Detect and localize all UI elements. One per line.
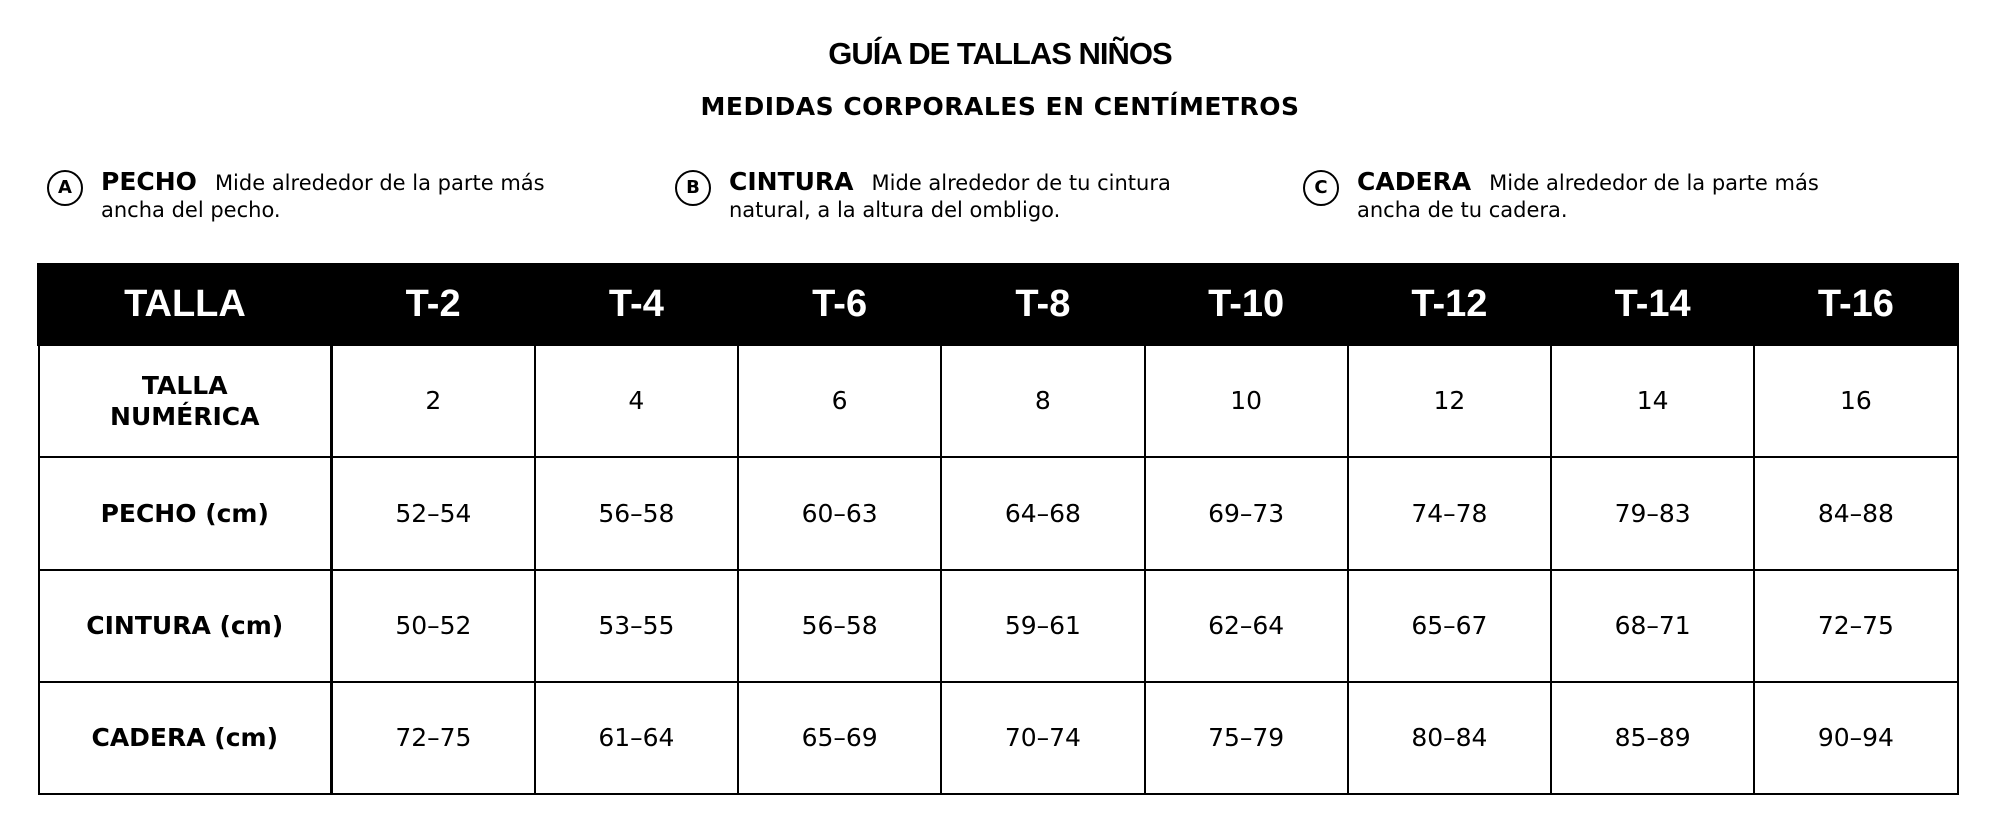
measure-description: Mide alrededor de la parte más ancha del pecho. (101, 171, 545, 222)
measure-chest (47, 168, 607, 224)
table-cell: 75–79 (1145, 682, 1348, 794)
table-cell: 53–55 (535, 570, 738, 682)
measure-waist (675, 168, 1235, 224)
table-cell: 60–63 (738, 457, 941, 570)
column-header: T-6 (738, 265, 941, 345)
table-cell: 6 (738, 345, 941, 457)
column-header: T-2 (332, 265, 535, 345)
table-cell: 14 (1551, 345, 1754, 457)
table-cell: 10 (1145, 345, 1348, 457)
table-cell: 70–74 (941, 682, 1144, 794)
table-cell: 84–88 (1754, 457, 1957, 570)
table-cell: 74–78 (1348, 457, 1551, 570)
column-header: T-14 (1551, 265, 1754, 345)
table-cell: 2 (332, 345, 535, 457)
table-row (39, 345, 1958, 457)
table-cell: 72–75 (1754, 570, 1957, 682)
table-cell: 56–58 (738, 570, 941, 682)
column-header: T-4 (535, 265, 738, 345)
table-row (39, 682, 1958, 794)
table-cell: 56–58 (535, 457, 738, 570)
table-cell: 80–84 (1348, 682, 1551, 794)
table-cell: 52–54 (332, 457, 535, 570)
table-cell: 68–71 (1551, 570, 1754, 682)
measure-description: Mide alrededor de tu cintura natural, a la altura del ombligo. (729, 171, 1171, 222)
column-header: T-16 (1754, 265, 1957, 345)
table-cell: 65–69 (738, 682, 941, 794)
table-cell: 65–67 (1348, 570, 1551, 682)
table-cell: 61–64 (535, 682, 738, 794)
measure-label: CINTURA (729, 167, 854, 196)
row-header: CADERA (cm) (39, 682, 332, 794)
table-cell: 85–89 (1551, 682, 1754, 794)
row-header: PECHO (cm) (39, 457, 332, 570)
letter-b-badge: B (675, 170, 711, 206)
table-header-row (39, 265, 1958, 345)
table-cell: 12 (1348, 345, 1551, 457)
measure-description: Mide alrededor de la parte más ancha de tu cadera. (1357, 171, 1819, 222)
page-subtitle: MEDIDAS CORPORALES EN CENTÍMETROS (700, 92, 1300, 121)
table-row (39, 570, 1958, 682)
table-cell: 79–83 (1551, 457, 1754, 570)
table-cell: 4 (535, 345, 738, 457)
table-cell: 90–94 (1754, 682, 1957, 794)
column-header: T-8 (941, 265, 1144, 345)
letter-c-badge: C (1303, 170, 1339, 206)
column-header: T-10 (1145, 265, 1348, 345)
table-cell: 62–64 (1145, 570, 1348, 682)
measure-label: PECHO (101, 167, 197, 196)
table-row (39, 457, 1958, 570)
table-cell: 72–75 (332, 682, 535, 794)
measure-label: CADERA (1357, 167, 1472, 196)
measure-hip (1303, 168, 1863, 224)
column-header: TALLA (39, 265, 332, 345)
row-header: TALLA NUMÉRICA (39, 345, 332, 457)
table-cell: 50–52 (332, 570, 535, 682)
row-header: CINTURA (cm) (39, 570, 332, 682)
size-table (37, 263, 1959, 795)
table-cell: 8 (941, 345, 1144, 457)
table-cell: 16 (1754, 345, 1957, 457)
table-cell: 69–73 (1145, 457, 1348, 570)
table-cell: 64–68 (941, 457, 1144, 570)
column-header: T-12 (1348, 265, 1551, 345)
page-title: GUÍA DE TALLAS NIÑOS (828, 36, 1172, 71)
letter-a-badge: A (47, 170, 83, 206)
table-cell: 59–61 (941, 570, 1144, 682)
